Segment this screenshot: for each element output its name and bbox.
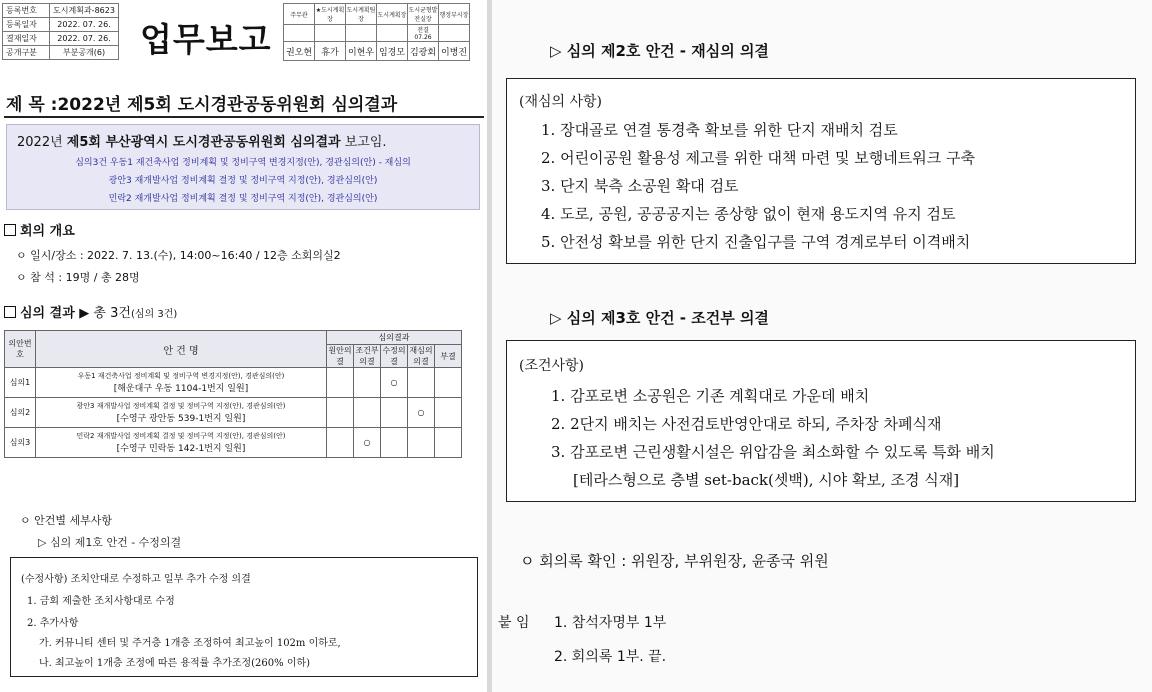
results-heading-bold: 심의 결과 [20,306,75,321]
table-row [5,398,462,428]
row-no: 심의1 [5,368,36,398]
item1-detail-box [10,557,478,677]
item3-line: 1. 감포로변 소공원은 기존 계획대로 가운데 배치 [551,387,870,405]
approval-date-stamp: 전결 07.26 [408,25,439,42]
item2-heading: ▷ 심의 제2호 안건 - 재심의 의결 [550,42,769,60]
item3-line: 2. 2단지 배치는 사전검토반영안대로 하되, 주차장 차폐식재 [551,415,942,433]
meeting-line-2: ㅇ 참 석 : 19명 / 총 28명 [16,271,140,284]
item2-line: 4. 도로, 공원, 공공공지는 종상향 없이 현재 용도지역 유지 검토 [541,205,956,223]
row-mark [327,368,354,398]
col-header: 수정의결 [382,346,406,366]
approval-head: ★도시계획장 [315,4,346,25]
row-mark [327,428,354,458]
row-mark [354,398,381,428]
results-heading-rest: ▶ 총 3건 [79,306,131,321]
row-mark: ○ [408,398,435,428]
attachment-label: 붙 임 [498,615,530,631]
results-table [4,330,462,458]
item2-line: 5. 안전성 확보를 위한 단지 진출입구를 구역 경계로부터 이격배치 [541,233,971,251]
row-title: 민락2 재개발사업 정비계획 결정 및 정비구역 지정(안), 경관심의(안) [76,431,286,440]
row-item [36,428,327,458]
meta-value: 도시계획과-8623 [50,4,119,18]
item1-heading: ▷ 심의 제1호 안건 - 수정의결 [38,536,182,549]
minutes-confirmation: ㅇ 회의록 확인 : 위원장, 부위원장, 윤종국 위원 [520,552,829,570]
summary-prefix: 2022년 [17,135,63,150]
summary-line-1 [17,131,387,150]
row-mark [435,398,462,428]
table-row [5,368,462,398]
item3-line: [테라스형으로 층별 set-back(셋백), 시야 확보, 조경 식재] [573,471,960,489]
results-heading [4,302,177,321]
meta-value: 2022. 07. 26. [50,32,119,46]
row-mark [435,428,462,458]
summary-bold: 제5회 부산광역시 도시경관공동위원회 심의결과 [66,135,341,150]
approval-head: 행정부시장 [439,4,470,25]
item2-box [506,78,1136,264]
row-title: 광안3 재개발사업 정비계획 결정 및 정비구역 지정(안), 경관심의(안) [76,401,286,410]
item3-line: 3. 감포로변 근린생활시설은 위압감을 최소화할 수 있도록 특화 배치 [551,443,995,461]
meta-key: 등록일자 [3,18,50,32]
attachment-1: 1. 참석자명부 1부 [554,615,667,631]
meeting-heading-text: 회의 개요 [20,224,75,239]
item2-line: 3. 단지 북측 소공원 확대 검토 [541,177,739,195]
row-mark [381,398,408,428]
row-mark [354,368,381,398]
row-item [36,398,327,428]
item2-line: 2. 어린이공원 활용성 제고를 위한 대책 마련 및 보행네트워크 구축 [541,149,975,167]
row-mark [408,368,435,398]
col-header: 조건부의결 [355,346,379,366]
meta-key: 공개구분 [3,46,50,60]
col-header: 재심의의결 [409,346,433,366]
approval-name: 임경모 [377,42,408,61]
summary-line-4: 민락2 재개발사업 정비계획 결정 및 정비구역 지정(안), 경관심의(안) [108,194,378,204]
square-bullet-icon [4,306,16,318]
summary-line-2: 심의3건 우동1 재건축사업 정비계획 및 정비구역 변경지정(안), 경관심의(안) - 재심의 [75,158,411,168]
item3-box [506,340,1136,502]
approval-head: 도시계획장 [377,4,408,25]
approval-head: 도시계획팀장 [346,4,377,25]
approval-head: 도시균형발전실장 [408,4,439,25]
results-heading-small: (심의 3건) [130,309,178,320]
col-item-header: 안 건 명 [36,331,327,368]
detail-line: 가. 커뮤니티 센터 및 주거층 1개층 조정하여 최고높이 102m 이하로, [39,638,341,649]
approval-name: 김광회 [408,42,439,61]
item2-box-title: (재심의 사항) [519,94,602,110]
row-mark: ○ [381,368,408,398]
row-no: 심의2 [5,398,36,428]
approval-table [283,3,470,61]
col-header: 원안의결 [328,346,352,366]
meta-value: 2022. 07. 26. [50,18,119,32]
item2-line: 1. 장대골로 연결 통경축 확보를 위한 단지 재배치 검토 [541,121,898,139]
report-page-left [0,0,487,692]
summary-line-3: 광안3 재개발사업 정비계획 결정 및 정비구역 지정(안), 경관심의(안) [108,176,378,186]
approval-name: 권오현 [284,42,315,61]
details-heading: ㅇ 안건별 세부사항 [20,514,113,527]
row-no: 심의3 [5,428,36,458]
meta-key: 결재일자 [3,32,50,46]
document-title: 업무보고 [140,20,272,59]
attachment-2: 2. 회의록 1부. 끝. [554,649,667,665]
meta-key: 등록번호 [3,4,50,18]
col-group-header: 심의결과 [327,331,462,345]
row-mark [435,368,462,398]
row-title: 우동1 재건축사업 정비계획 및 정비구역 변경지정(안), 경관심의(안) [77,371,285,380]
item3-box-title: (조건사항) [519,358,585,374]
approval-head: 주무관 [284,4,315,25]
detail-line: 2. 추가사항 [27,618,79,629]
square-bullet-icon [4,224,16,236]
summary-suffix: 보고임. [344,135,387,150]
row-mark: ○ [354,428,381,458]
detail-line: (수정사항) 조치안대로 수정하고 일부 추가 수정 의결 [21,574,251,585]
registration-info-table [2,3,119,60]
row-address: [해운대구 우동 1104-1번지 일원] [113,383,249,394]
approval-name: 휴가 [315,42,346,61]
item3-heading: ▷ 심의 제3호 안건 - 조건부 의결 [550,309,769,327]
row-mark [408,428,435,458]
row-mark [381,428,408,458]
col-header: 부결 [435,345,462,368]
row-mark [327,398,354,428]
approval-name: 이병진 [439,42,470,61]
row-address: [수영구 민락동 142-1번지 일원] [116,443,246,454]
report-subject: 제 목 :2022년 제5회 도시경관공동위원회 심의결과 [6,95,398,115]
summary-box [6,124,480,210]
row-item [36,368,327,398]
table-row [5,428,462,458]
subject-rule [4,116,484,118]
meta-value: 부분공개(6) [50,46,119,60]
report-page-right [492,0,1152,692]
col-no-header: 의안번호 [5,331,36,368]
meeting-heading [4,220,75,239]
detail-line: 1. 금회 제출한 조치사항대로 수정 [27,596,175,607]
approval-name: 이현우 [346,42,377,61]
meeting-line-1: ㅇ 일시/장소 : 2022. 7. 13.(수), 14:00~16:40 / 12층 소회의실2 [16,249,341,262]
row-address: [수영구 광안동 539-1번지 일원] [116,413,246,424]
detail-line: 나. 최고높이 1개층 조정에 따른 용적률 추가조정(260% 이하) [39,658,311,669]
